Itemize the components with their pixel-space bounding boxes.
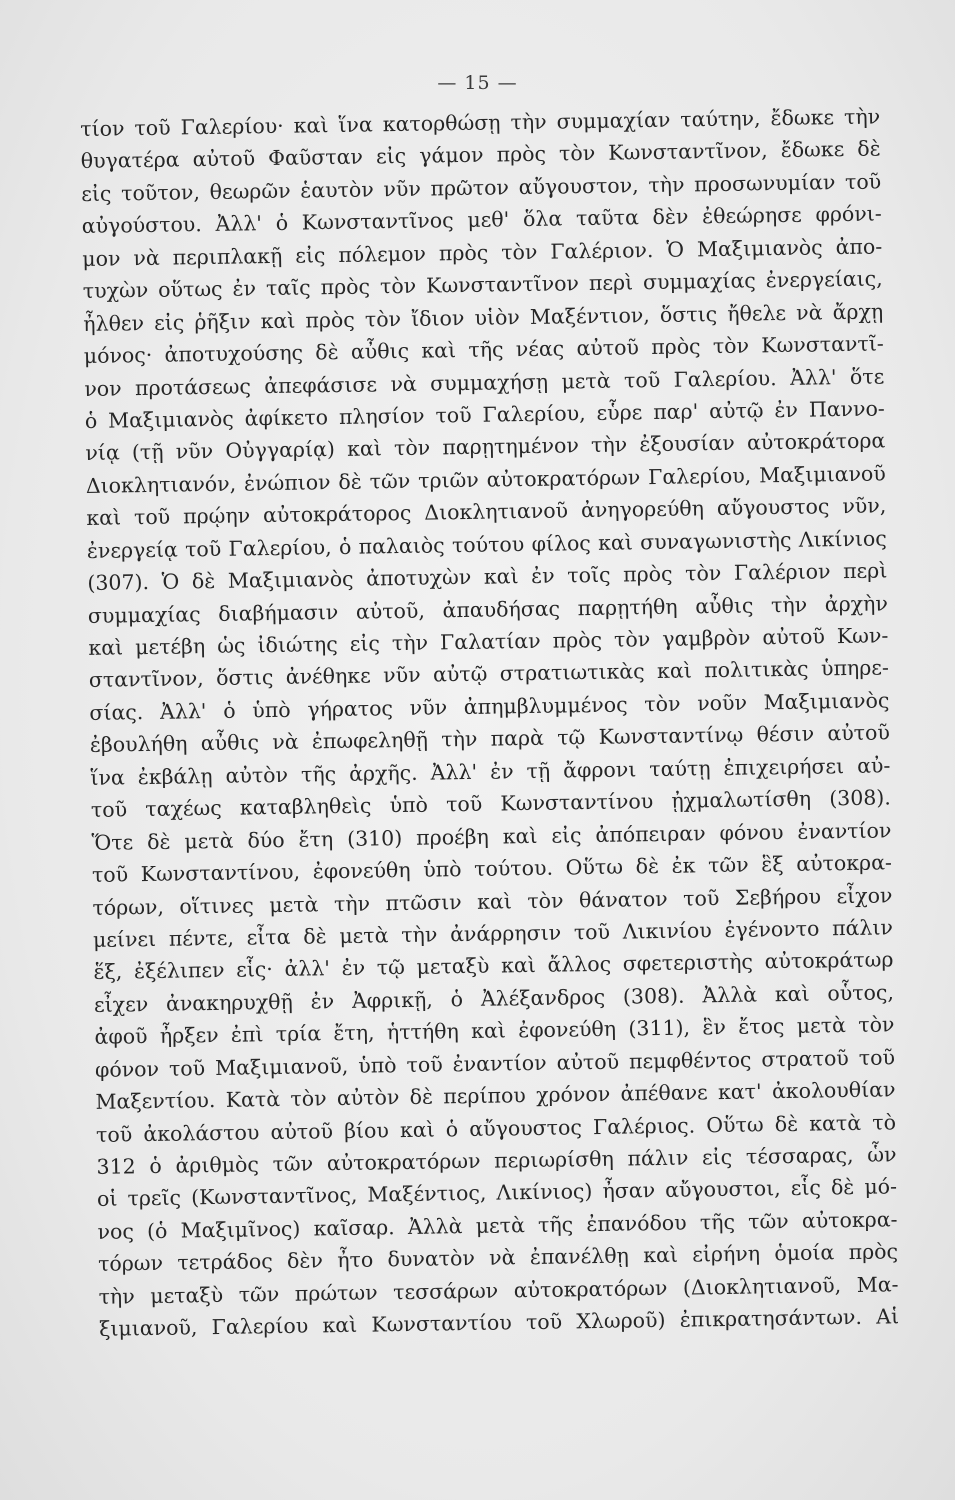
text-line: τυχὼν οὕτως ἐν ταῖς πρὸς τὸν Κωνσταντῖνον περὶ συμμαχίας ἐνεργείαις, xyxy=(82,266,883,304)
text-line: ἕξ, ἐξέλιπεν εἷς· ἀλλ' ἐν τῷ μεταξὺ καὶ ἄλλος σφετεριστὴς αὐτοκράτωρ xyxy=(93,947,894,985)
text-line: τίον τοῦ Γαλερίου· καὶ ἵνα κατορθώσῃ τὴν συμμαχίαν ταύτην, ἔδωκε τὴν xyxy=(80,104,881,141)
text-line: ἵνα ἐκβάλῃ αὐτὸν τῆς ἀρχῆς. Ἀλλ' ἐν τῇ ἄφρονι ταύτῃ ἐπιχειρήσει αὐ- xyxy=(90,753,891,790)
text-line: φόνον τοῦ Μαξιμιανοῦ, ὑπὸ τοῦ ἐναντίον αὐτοῦ πεμφθέντος στρατοῦ τοῦ xyxy=(94,1045,896,1082)
text-line: μόνος· ἀποτυχούσης δὲ αὖθις καὶ τῆς νέας αὐτοῦ πρὸς τὸν Κωνσταντῖ- xyxy=(83,331,884,369)
text-line: τοῦ ταχέως καταβληθεὶς ὑπὸ τοῦ Κωνσταντίνου ᾐχμαλωτίσθη (308). xyxy=(90,785,892,823)
text-line: καὶ τοῦ πρῴην αὐτοκράτορος Διοκλητιανοῦ ἀνηγορεύθη αὔγουστος νῦν, xyxy=(86,493,887,531)
text-line: ἦλθεν εἰς ῥῆξιν καὶ πρὸς τὸν ἴδιον υἱὸν Μαξέντιον, ὅστις ἤθελε νὰ ἄρχῃ xyxy=(83,299,884,336)
text-line: τοῦ ἀκολάστου αὐτοῦ βίου καὶ ὁ αὔγουστος Γαλέριος. Οὕτω δὲ κατὰ τὸ xyxy=(95,1109,897,1147)
text-line: καὶ μετέβη ὡς ἰδιώτης εἰς τὴν Γαλατίαν πρὸς τὸν γαμβρὸν αὐτοῦ Κων- xyxy=(88,623,889,660)
text-line: οἱ τρεῖς (Κωνσταντῖνος, Μαξέντιος, Λικίνιος) ἦσαν αὔγουστοι, εἷς δὲ μό- xyxy=(96,1174,898,1212)
page-number: — 15 — xyxy=(437,72,518,94)
text-line: 312 ὁ ἀριθμὸς τῶν αὐτοκρατόρων περιωρίσθη πάλιν εἰς τέσσαρας, ὧν xyxy=(96,1142,897,1179)
text-line: νος (ὁ Μαξιμῖνος) καῖσαρ. Ἀλλὰ μετὰ τῆς ἐπανόδου τῆς τῶν αὐτοκρα- xyxy=(97,1207,898,1244)
text-line: τόρων, οἵτινες μετὰ τὴν πτῶσιν καὶ τὸν θάνατον τοῦ Σεβήρου εἶχον xyxy=(92,882,893,920)
text-line: ἀφοῦ ἦρξεν ἐπὶ τρία ἔτη, ἡττήθη καὶ ἐφονεύθη (311), ἓν ἔτος μετὰ τὸν xyxy=(94,1012,895,1050)
text-line: σταντῖνον, ὅστις ἀνέθηκε νῦν αὐτῷ στρατιωτικὰς καὶ πολιτικὰς ὑπηρε- xyxy=(88,655,890,693)
text-line: εἰς τοῦτον, θεωρῶν ἑαυτὸν νῦν πρῶτον αὔγουστον, τὴν προσωνυμίαν τοῦ xyxy=(81,169,882,206)
text-line: τοῦ Κωνσταντίνου, ἐφονεύθη ὑπὸ τούτου. Οὕτω δὲ ἐκ τῶν ἓξ αὐτοκρα- xyxy=(91,850,893,887)
text-line: Ὅτε δὲ μετὰ δύο ἔτη (310) προέβη καὶ εἰς ἀπόπειραν φόνου ἐναντίον xyxy=(91,817,892,855)
text-line: ὁ Μαξιμιανὸς ἀφίκετο πλησίον τοῦ Γαλερίου, εὗρε παρ' αὐτῷ ἐν Παννο- xyxy=(84,396,885,433)
text-line: τὴν μεταξὺ τῶν πρώτων τεσσάρων αὐτοκρατόρων (Διοκλητιανοῦ, Μα- xyxy=(98,1272,899,1309)
text-line: αὐγούστου. Ἀλλ' ὁ Κωνσταντῖνος μεθ' ὅλα ταῦτα δὲν ἐθεώρησε φρόνι- xyxy=(81,201,882,239)
text-line: νίᾳ (τῇ νῦν Οὐγγαρίᾳ) καὶ τὸν παρῃτημένον τὴν ἐξουσίαν αὐτοκράτορα xyxy=(85,428,886,466)
text-line: μείνει πέντε, εἶτα δὲ μετὰ τὴν ἀνάρρησιν τοῦ Λικινίου ἐγένοντο πάλιν xyxy=(92,915,894,952)
text-line: συμμαχίας διαβήμασιν αὐτοῦ, ἀπαυδήσας παρῃτήθη αὖθις τὴν ἀρχὴν xyxy=(87,590,888,628)
text-line: ἐνεργείᾳ τοῦ Γαλερίου, ὁ παλαιὸς τούτου φίλος καὶ συναγωνιστὴς Λικίνιος xyxy=(86,526,887,563)
text-line: θυγατέρα αὐτοῦ Φαῦσταν εἰς γάμον πρὸς τὸν Κωνσταντῖνον, ἔδωκε δὲ xyxy=(80,136,881,174)
text-line: τόρων τετράδος δὲν ἦτο δυνατὸν νὰ ἐπανέλθῃ καὶ εἰρήνη ὁμοία πρὸς xyxy=(97,1239,899,1277)
text-line: νον προτάσεως ἀπεφάσισε νὰ συμμαχήσῃ μετὰ τοῦ Γαλερίου. Ἀλλ' ὅτε xyxy=(84,363,885,401)
text-line: εἶχεν ἀνακηρυχθῇ ἐν Ἀφρικῇ, ὁ Ἀλέξανδρος (308). Ἀλλὰ καὶ οὗτος, xyxy=(93,980,895,1017)
text-line: ἐβουλήθη αὖθις νὰ ἐπωφεληθῇ τὴν παρὰ τῷ Κωνσταντίνῳ θέσιν αὐτοῦ xyxy=(89,720,891,758)
text-line: μον νὰ περιπλακῇ εἰς πόλεμον πρὸς τὸν Γαλέριον. Ὁ Μαξιμιανὸς ἀπο- xyxy=(82,234,883,271)
text-line: σίας. Ἀλλ' ὁ ὑπὸ γήρατος νῦν ἀπημβλυμμένος τὸν νοῦν Μαξιμιανὸς xyxy=(89,688,890,725)
text-line: ξιμιανοῦ, Γαλερίου καὶ Κωνσταντίου τοῦ Χλωροῦ) ἐπικρατησάντων. Αἱ xyxy=(98,1304,900,1342)
text-line: (307). Ὁ δὲ Μαξιμιανὸς ἀποτυχὼν καὶ ἐν τοῖς πρὸς τὸν Γαλέριον περὶ xyxy=(87,558,888,596)
text-line: Μαξεντίου. Κατὰ τὸν αὐτὸν δὲ περίπου χρόνον ἀπέθανε κατ' ἀκολουθίαν xyxy=(95,1077,896,1115)
text-line: Διοκλητιανόν, ἐνώπιον δὲ τῶν τριῶν αὐτοκρατόρων Γαλερίου, Μαξιμιανοῦ xyxy=(85,461,886,498)
body-text xyxy=(80,100,899,1345)
